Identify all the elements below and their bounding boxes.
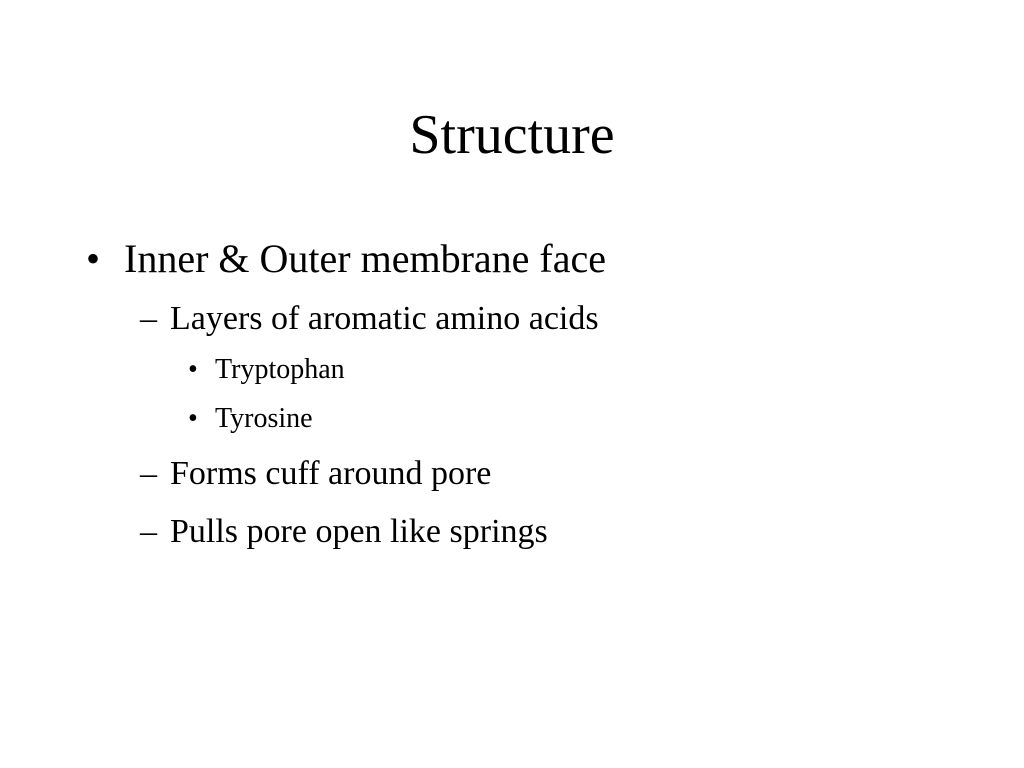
sub-bullet-item: Pulls pore open like springs <box>170 513 548 550</box>
sub-bullet-marker: – <box>140 300 157 337</box>
bullet-item: Inner & Outer membrane face <box>124 236 606 281</box>
bullet-marker: • <box>86 236 101 281</box>
sub-sub-bullet-marker: • <box>188 403 198 434</box>
sub-bullet-item: Forms cuff around pore <box>170 455 492 492</box>
sub-bullet-marker: – <box>140 455 157 492</box>
sub-sub-bullet-marker: • <box>188 354 198 385</box>
sub-bullet-item: Layers of aromatic amino acids <box>170 300 599 337</box>
sub-sub-bullet-item: Tryptophan <box>215 354 345 385</box>
sub-bullet-marker: – <box>140 513 157 550</box>
slide-title: Structure <box>409 104 615 166</box>
sub-sub-bullet-item: Tyrosine <box>215 403 313 434</box>
